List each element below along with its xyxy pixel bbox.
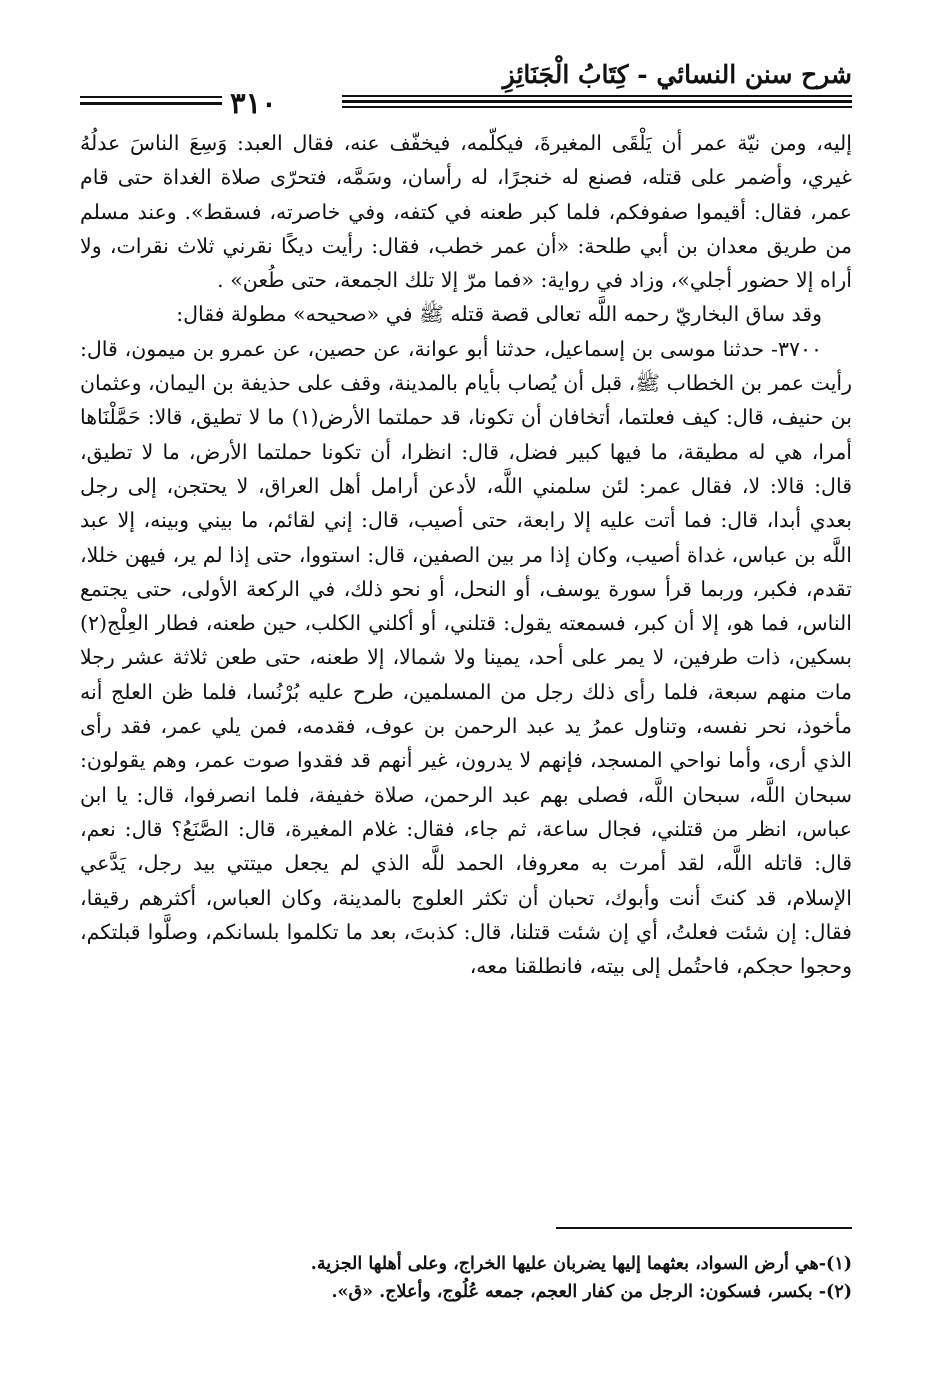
- footnote: (١)-هي أرض السواد، بعثهما إليها يضربان عليها الخراج، وعلى أهلها الجزية.: [310, 1254, 852, 1274]
- footnote-separator: [556, 1227, 852, 1229]
- page-header: [80, 58, 852, 120]
- header-rule: [80, 96, 222, 98]
- footnote: (٢)- بكسر، فسكون: الرجل من كفار العجم، جمعه عُلُوج، وأعلاج. «ق».: [331, 1282, 852, 1302]
- paragraph: وقد ساق البخاريّ رحمه اللَّه تعالى قصة قتله ﷺ في «صحيحه» مطولة فقال:: [176, 302, 822, 327]
- main-text: [80, 126, 852, 983]
- running-title: شرح سنن النسائي - كِتَابُ الْجَنَائِزِ: [502, 60, 852, 89]
- header-rule: [342, 106, 852, 108]
- footnotes: [130, 1250, 852, 1306]
- header-rule: [80, 102, 222, 105]
- paragraph: إليه، ومن نيّة عمر أن يَلْقَى المغيرةَ، فيكلّمه، فيخفّف عنه، فقال العبد: وَسِعَ الناسَ عدلُهُ غيري، وأضمر على قتله، فصنع له خنجرًا، له رأسان، وسَمَّه، فتحرّى صلاة الغداة حتى قام عمر، فقال: أقيموا صفوفكم، فلما كبر طعنه في كتفه، وفي خاصرته، فسقط». وعند مسلم من طريق معدان بن أبي طلحة: «أن عمر خطب، فقال: رأيت ديكًا نقرني ثلاث نقرات، ولا أراه إلا حضور أجلي»، وزاد في رواية: «فما مرّ إلا تلك الجمعة، حتى طُعن» .: [80, 131, 852, 293]
- header-rule: [342, 95, 852, 97]
- paragraph: ٣٧٠٠- حدثنا موسى بن إسماعيل، حدثنا أبو عوانة، عن حصين، عن عمرو بن ميمون، قال: رأيت عمر بن الخطاب ﷺ، قبل أن يُصاب بأيام بالمدينة، وقف على حذيفة بن اليمان، وعثمان بن حنيف، قال: كيف فعلتما، أتخافان أن تكونا، قد حملتما الأرض(١) ما لا تطيق، قالا: حَمَّلْنَاها أمرا، هي له مطيقة، ما فيها كبير فضل، قال: انظرا، أن تكونا حملتما الأرض، ما لا تطيق، قال: قالا: لا، فقال عمر: لئن سلمني اللَّه، لأدعن أرامل أهل العراق، لا يحتجن، إلى رجل بعدي أبدا، قال: فما أتت عليه إلا رابعة، حتى أصيب، قال: إني لقائم، ما بيني وبينه، إلا عبد اللَّه بن عباس، غداة أصيب، وكان إذا مر بين الصفين، قال: استووا، حتى إذا لم ير، فيهن خللا، تقدم، فكبر، وربما قرأ سورة يوسف، أو النحل، أو نحو ذلك، في الركعة الأولى، حتى يجتمع الناس، فما هو، إلا أن كبر، فسمعته يقول: قتلني، أو أكلني الكلب، حين طعنه، فطار العِلْج(٢) بسكين، ذات طرفين، لا يمر على أحد، يمينا ولا شمالا، إلا طعنه، حتى طعن ثلاثة عشر رجلا مات منهم سبعة، فلما رأى ذلك رجل من المسلمين، طرح عليه بُرْنُسا، فلما ظن العلج أنه مأخوذ، نحر نفسه، وتناول عمرُ يد عبد الرحمن بن عوف، فقدمه، فمن يلي عمر، فقد رأى الذي أرى، وأما نواحي المسجد، فإنهم لا يدرون، غير أنهم قد فقدوا صوت عمر، وهم يقولون: سبحان اللَّه، سبحان اللَّه، فصلى بهم عبد الرحمن، صلاة خفيفة، فلما انصرفوا، قال: يا ابن عباس، انظر من قتلني، فجال ساعة، ثم جاء، فقال: غلام المغيرة، قال: الصَّنَعُ؟ قال: نعم، قال: قاتله اللَّه، لقد أمرت به معروفا، الحمد للَّه الذي لم يجعل ميتتي بيد رجل، يَدَّعي الإسلام، قد كنتَ أنت وأبوك، تحبان أن تكثر العلوج بالمدينة، وكان العباس، أكثرهم رقيقا، فقال: إن شئت فعلتُ، أي إن شئت قتلنا، قال: كذبتَ، بعد ما تكلموا بلسانكم، وصلَّوا قبلتكم، وحجوا حجكم، فاحتُمل إلى بيته، فانطلقنا معه،: [80, 336, 852, 979]
- page-number: ٣١٠: [230, 86, 277, 120]
- header-rule: [342, 100, 852, 103]
